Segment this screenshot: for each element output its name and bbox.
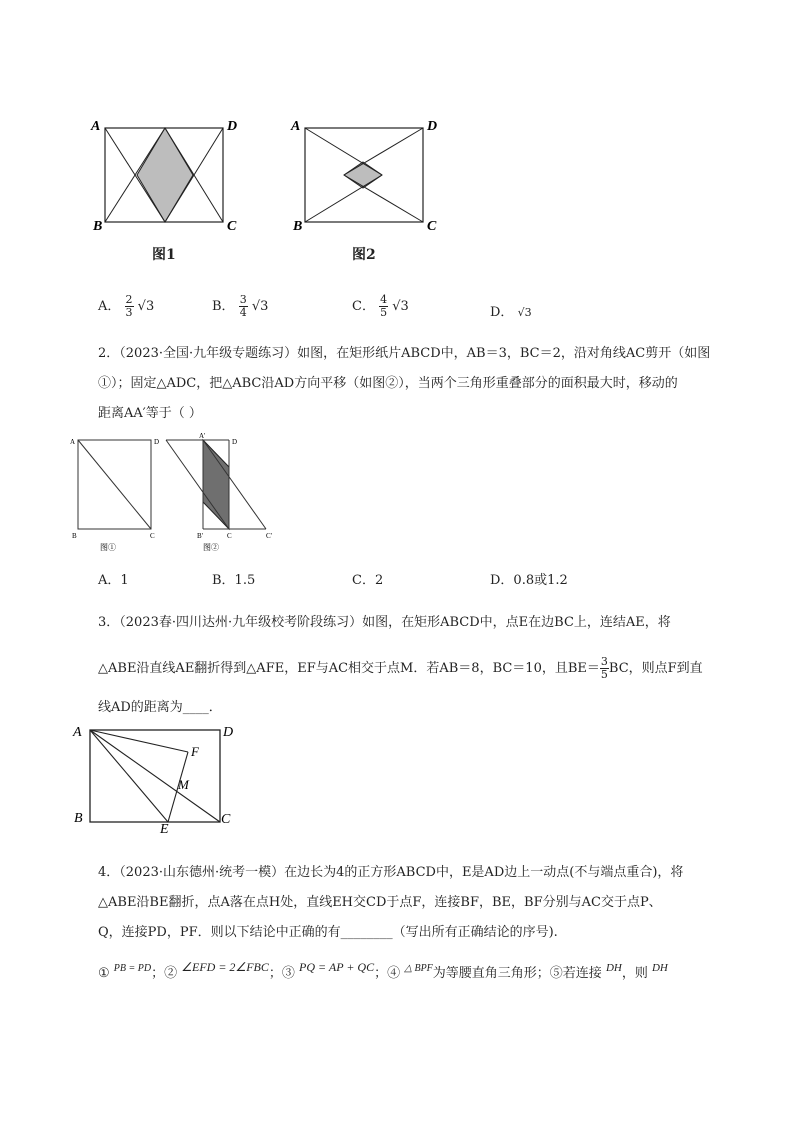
q3-figure [70, 722, 240, 834]
q2-fig2-label-ap: A' [199, 432, 206, 440]
q2-fig1-caption: 图① [100, 543, 116, 552]
q2-line-3: 距离AA′等于（ ） [98, 406, 202, 421]
q2-option-d[interactable]: D．0.8或1.2 [490, 573, 568, 588]
q1-option-a-label: A． [98, 299, 121, 314]
q4-statement-4-text: 为等腰直角三角形；⑤若连接 [432, 966, 602, 981]
q1-option-c-fraction: $\frac{4}{5}$ [380, 293, 388, 319]
q1-fig2-line [344, 128, 423, 175]
q1-fig2-label-b: B [293, 219, 303, 234]
q1-fig2-shaded-rhombus [344, 162, 382, 188]
q4-line-4 [98, 956, 668, 985]
q2-fig1-diagonal [78, 440, 151, 529]
q1-option-b-fraction: $\frac{3}{4}$ [239, 293, 247, 319]
q4-statement-2-mark: ；② [151, 966, 178, 981]
q4-statement-5-text: ，则 [621, 966, 648, 981]
q1-option-b[interactable] [212, 294, 268, 319]
q3-fraction: $\frac{3}{5}$ [600, 655, 608, 681]
q2-option-a[interactable]: A．1 [98, 573, 129, 588]
q1-option-b-radical: √3 [251, 299, 269, 314]
q4-statement-5-dh: DH [605, 962, 622, 974]
q2-fig1-label-b: B [72, 532, 77, 540]
q1-option-d-label: D． [490, 305, 514, 320]
q3-label-a: A [73, 725, 82, 740]
q4-statement-2: ∠EFD = 2∠FBC [181, 960, 269, 974]
q2-fig1-label-d: D [154, 438, 160, 446]
q2-fig2-overlap [203, 440, 229, 529]
q2-option-c[interactable]: C．2 [352, 573, 384, 588]
q2-fig1-label-a: A [70, 438, 76, 446]
q2-fig2-caption: 图② [203, 543, 219, 552]
q3-label-c: C [221, 812, 231, 827]
q1-option-b-label: B． [212, 299, 235, 314]
q1-fig2-label-d: D [427, 119, 438, 134]
q1-figure-2 [290, 112, 450, 242]
q3-line-3: 线AD的距离为____． [98, 700, 222, 715]
q1-option-d-radical: √3 [517, 306, 532, 319]
q3-label-d: D [223, 725, 234, 740]
q1-option-a[interactable] [98, 294, 154, 319]
q2-option-b[interactable]: B．1.5 [212, 573, 256, 588]
q4-statement-4-mark: ；④ [374, 966, 401, 981]
q1-fig2-caption: 图2 [352, 247, 376, 263]
q4-line-3: Q，连接PD，PF．则以下结论中正确的有________（写出所有正确结论的序号). [98, 925, 558, 940]
q3-line-ac [90, 730, 220, 822]
q1-fig2-label-c: C [427, 219, 437, 234]
q1-option-a-fraction: $\frac{2}{3}$ [125, 293, 133, 319]
q1-fig1-shaded-rhombus [137, 128, 193, 222]
q1-option-c-label: C． [352, 299, 375, 314]
q1-fig2-line [344, 175, 423, 222]
q1-fig2-line [305, 128, 382, 175]
q1-fig2-label-a: A [291, 119, 301, 134]
q1-fig1-label-c: C [227, 219, 237, 234]
q3-line-ae [90, 730, 168, 822]
q1-option-d[interactable] [490, 302, 532, 324]
q3-label-m: M [178, 777, 189, 792]
q4-statement-4: △ BPF [404, 963, 433, 974]
q1-fig1-label-d: D [227, 119, 238, 134]
q2-figure [66, 432, 296, 560]
q2-fig2-label-c: C [227, 532, 232, 540]
q3-label-e: E [160, 822, 169, 834]
q3-line-1: 3．（2023春·四川达州·九年级校考阶段练习）如图，在矩形ABCD中，点E在边BC上，连结AE，将 [98, 615, 671, 630]
q2-fig2-label-d: D [232, 438, 238, 446]
q4-statement-3-mark: ；③ [268, 966, 295, 981]
q3-label-b: B [74, 811, 83, 826]
q1-option-c[interactable] [352, 294, 409, 319]
q1-fig1-caption: 图1 [152, 247, 176, 263]
q4-statement-1: PB = PD [113, 963, 152, 974]
q1-fig2-line [305, 175, 382, 222]
q2-fig2-label-bp: B' [197, 532, 203, 540]
q4-statement-3: PQ = AP + QC [299, 960, 375, 974]
q4-line-1: 4．（2023·山东德州·统考一模）在边长为4的正方形ABCD中，E是AD边上一动点(不与端点重合)，将 [98, 865, 684, 880]
q4-statement-1-mark: ① [98, 966, 110, 981]
q2-line-1: 2．（2023·全国·九年级专题练习）如图，在矩形纸片ABCD中，AB＝3，BC＝2，沿对角线AC剪开（如图 [98, 346, 711, 361]
q2-line-2: ①）；固定△ADC，把△ABC沿AD方向平移（如图②），当两个三角形重叠部分的面积最大时，移动的 [98, 376, 678, 391]
q1-option-c-radical: √3 [392, 299, 409, 314]
q1-fig1-label-b: B [93, 219, 103, 234]
q1-fig1-label-a: A [91, 119, 101, 134]
q4-line-2: △ABE沿BE翻折，点A落在点H处，直线EH交CD于点F，连接BF，BE，BF分别与AC交于点P、 [98, 895, 662, 910]
q4-statement-5-dh-2: DH [651, 962, 668, 974]
q3-line-2-post: BC，则点F到直 [608, 661, 703, 676]
q2-fig2-label-cp: C' [266, 532, 272, 540]
q2-fig1-label-c: C [150, 532, 155, 540]
q3-line-2-pre: △ABE沿直线AE翻折得到△AFE，EF与AC相交于点M．若AB＝8，BC＝10，且BE＝ [98, 661, 600, 676]
q3-line-2 [98, 656, 703, 681]
q1-figure-1 [90, 112, 250, 242]
q1-option-a-radical: √3 [137, 299, 155, 314]
q3-label-f: F [191, 744, 199, 759]
